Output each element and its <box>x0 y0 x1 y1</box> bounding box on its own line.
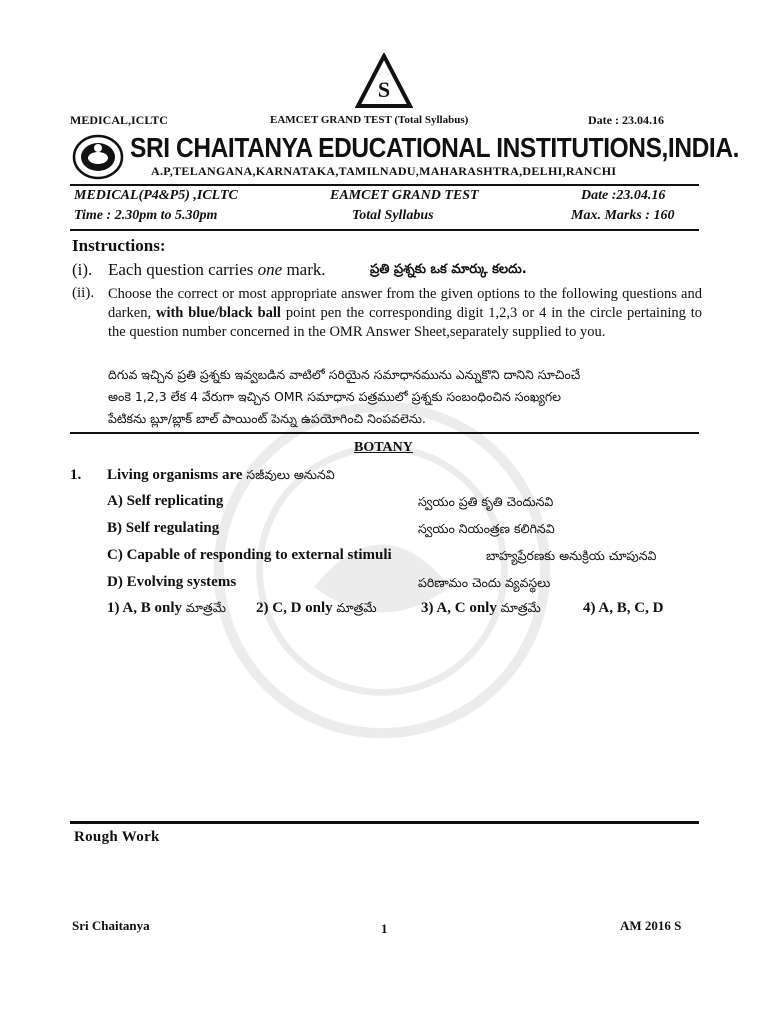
statement-b: B) Self regulating <box>107 520 220 536</box>
statement-c: C) Capable of responding to external stimuli <box>107 547 392 563</box>
triangle-logo-icon <box>355 53 413 109</box>
exam-time: Time : 2.30pm to 5.30pm <box>74 208 218 223</box>
instruction-1: Each question carries one mark. <box>108 260 326 279</box>
institution-emblem-icon <box>72 134 124 180</box>
statement-a: A) Self replicating <box>107 493 224 509</box>
instruction-1-number: (i). <box>72 260 93 279</box>
option-2[interactable]: 2) C, D only మాత్రమే <box>256 600 377 616</box>
exam-course: MEDICAL(P4&P5) ,ICLTC <box>74 188 238 203</box>
statement-a-telugu: స్వయం ప్రతి కృతి చెందునవి <box>418 494 554 509</box>
statement-b-telugu: స్వయం నియంత్రణ కలిగినవి <box>418 521 555 536</box>
institution-states: A.P,TELANGANA,KARNATAKA,TAMILNADU,MAHARASHTRA,DELHI,RANCHI <box>151 164 617 178</box>
instruction-2-number: (ii). <box>72 285 95 301</box>
rough-work-label: Rough Work <box>74 829 160 845</box>
statement-d: D) Evolving systems <box>107 574 237 590</box>
question-number: 1. <box>70 467 82 483</box>
top-course: MEDICAL,ICLTC <box>70 113 168 127</box>
top-test-title: EAMCET GRAND TEST (Total Syllabus) <box>270 114 469 126</box>
exam-test: EAMCET GRAND TEST <box>330 188 479 203</box>
option-1[interactable]: 1) A, B only మాత్రమే <box>107 600 226 616</box>
instructions-divider <box>70 432 699 434</box>
page-number: 1 <box>381 921 388 936</box>
exam-date: Date :23.04.16 <box>581 188 666 203</box>
footer-brand: Sri Chaitanya <box>72 918 150 933</box>
exam-syllabus: Total Syllabus <box>352 208 434 223</box>
rough-work-divider <box>70 821 699 824</box>
exam-marks: Max. Marks : 160 <box>571 208 675 223</box>
top-date: Date : 23.04.16 <box>588 113 664 127</box>
footer-code: AM 2016 S <box>620 918 682 933</box>
instruction-2: Choose the correct or most appropriate answer from the given options to the following questions and darken, with blue/black ball point pen the corresponding digit 1,2,3 or 4 in the circle pertaining to the question number concerned in the OMR Answer Sheet,separately supplied to you. <box>108 286 703 340</box>
instructions-heading: Instructions: <box>72 236 166 255</box>
statement-d-telugu: పరిణామం చెందు వ్యవస్థలు <box>418 575 551 590</box>
statement-c-telugu: బాహ్యప్రేరణకు అనుక్రియ చూపునవి <box>486 548 657 563</box>
logo-letter: S <box>377 77 391 102</box>
header-divider <box>70 184 699 186</box>
question-text: Living organisms are సజీవులు అనునవి <box>107 467 335 483</box>
option-3[interactable]: 3) A, C only మాత్రమే <box>421 600 541 616</box>
info-divider <box>70 229 699 231</box>
instruction-1-telugu: ప్రతి ప్రశ్నకు ఒక మార్కు కలదు. <box>370 262 527 277</box>
institution-name: SRI CHAITANYA EDUCATIONAL INSTITUTIONS,INDIA. <box>130 133 740 165</box>
section-title: BOTANY <box>354 440 413 455</box>
option-4[interactable]: 4) A, B, C, D <box>583 600 664 616</box>
instruction-2-telugu: దిగువ ఇచ్చిన ప్రతి ప్రశ్నకు ఇవ్వబడిన వాటిలో సరియైన సమాధానమును ఎన్నుకొని దానిని సూచించే అంకె 1,2,3 లేక 4 వేరుగా ఇచ్చిన OMR సమాధాన పత్రములో ప్రశ్నకు సంబంధించిన సంఖ్యగల పేటికను బ్లూ/బ్లాక్ బాల్ పాయింట్ పెన్ను ఉపయోగించి నింపవలెను. <box>108 367 581 426</box>
